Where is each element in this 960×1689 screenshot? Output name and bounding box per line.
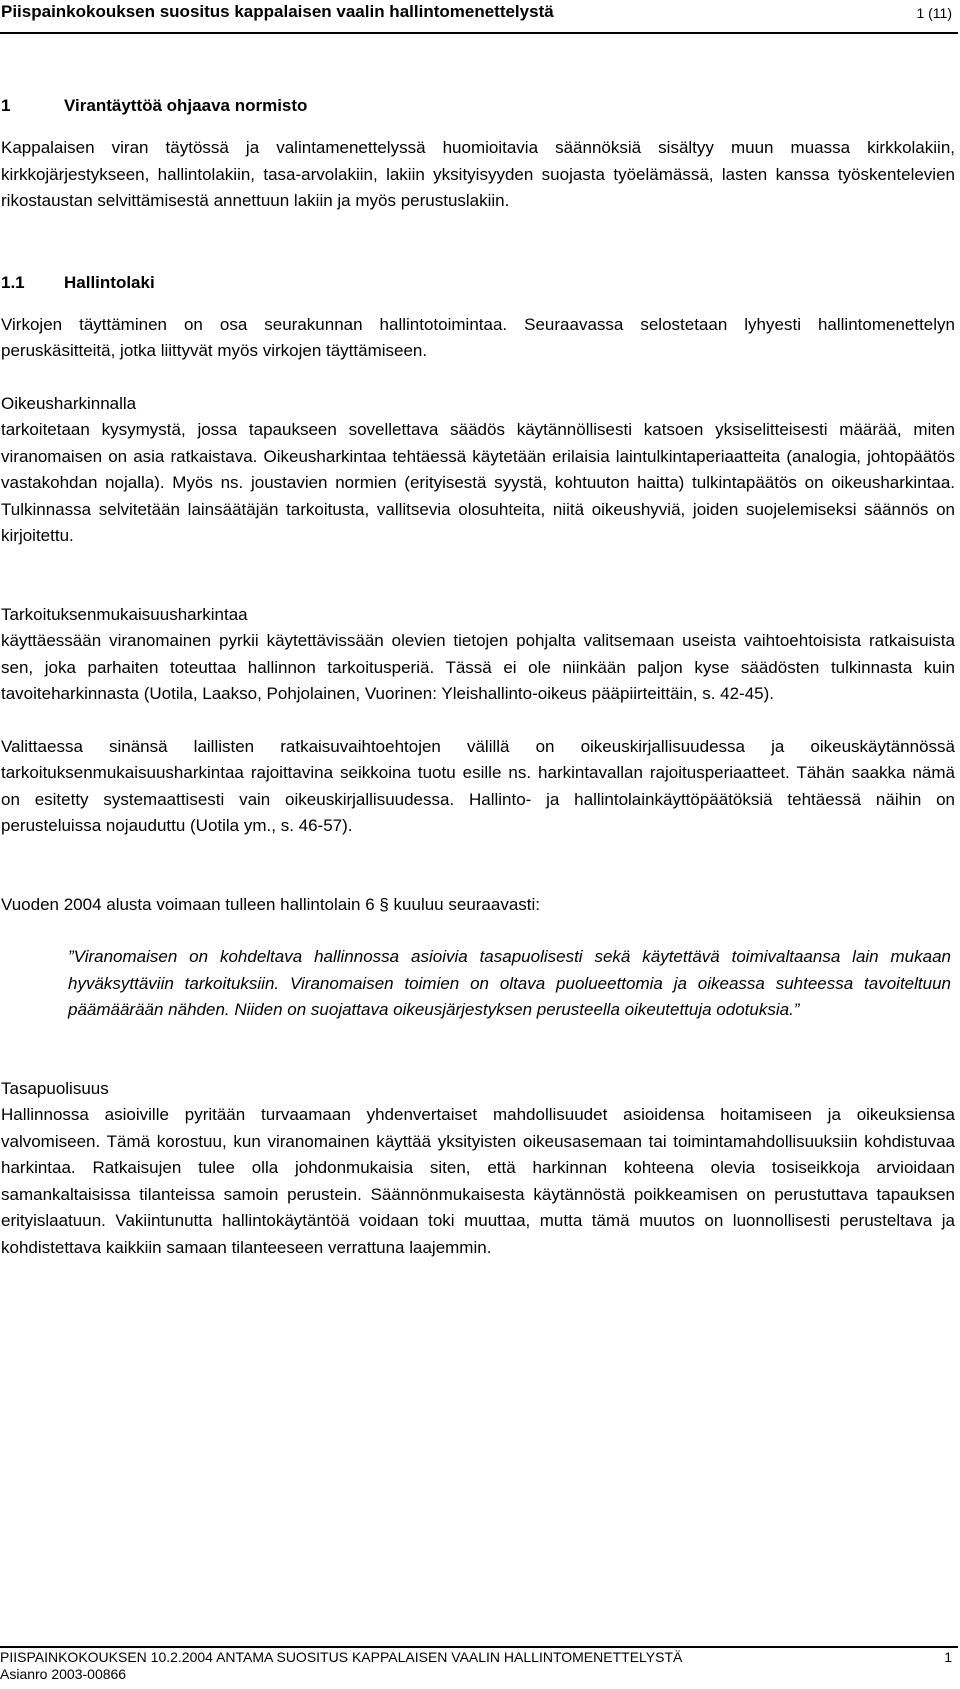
section-1-1-number: 1.1	[1, 272, 25, 292]
hallintolaki-6-intro: Vuoden 2004 alusta voimaan tulleen hallintolain 6 § kuuluu seuraavasti:	[1, 894, 541, 914]
tarkoituksenmukaisuus-paragraph-1: käyttäessään viranomainen pyrkii käytettävissään olevien tietojen pohjalta valitsemaan useista vaihtoehtoisista ratkaisuista sen, joka parhaiten toteuttaa hallinnon tarkoitusperiä. Tässä ei ole niinkään paljon kyse säädösten tulkinnasta kuin tavoiteharkinnasta (Uotila, Laakso, Pohjolainen, Vuorinen: Yleishallinto-oikeus pääpiirteittäin, s. 42-45).	[1, 631, 955, 703]
section-1-1-heading	[1, 269, 955, 297]
page-footer	[0, 1646, 958, 1683]
footer-line-1	[0, 1648, 958, 1666]
oikeusharkinta-paragraph: tarkoitetaan kysymystä, jossa tapaukseen sovellettava säädös käytännöllisesti katsoen yksiselitteisesti määrää, miten viranomaisen on asia ratkaistava. Oikeusharkintaa tehtäessä käytetään erilaisia laintulkintaperiaatteita (analogia, johtopäätös vastakohdan nojalla). Myös ns. joustavien normien (erityisestä syystä, kohtuuton haitta) tulkintapäätös on oikeusharkintaa. Tulkinnassa selvitetään lainsäätäjän tarkoitusta, vallitsevia olosuhteita, niitä oikeushyviä, joiden suojelemiseksi säännös on kirjoitettu.	[1, 420, 955, 545]
footer-document-title: PIISPAINKOKOUKSEN 10.2.2004 ANTAMA SUOSITUS KAPPALAISEN VAALIN HALLINTOMENETTELYSTÄ	[0, 1649, 683, 1665]
section-1-1-paragraph: Virkojen täyttäminen on osa seurakunnan hallintotoimintaa. Seuraavassa selostetaan lyhyesti hallintomenettelyn peruskäsitteitä, jotka liittyvät myös virkojen täyttämiseen.	[1, 314, 955, 360]
header-title: Piispainkokouksen suositus kappalaisen vaalin hallintomenettelystä	[1, 2, 554, 21]
tasapuolisuus-paragraph: Hallinnossa asioiville pyritään turvaamaan yhdenvertaiset mahdollisuudet asioidensa hoitamiseen ja oikeuksiensa valvomiseen. Tämä korostuu, kun viranomainen käyttää yksityisten oikeusasemaan tai toimintamahdollisuuksiin kohdistuvaa harkintaa. Ratkaisujen tulee olla johdonmukaisia siten, että harkinnan kohteena olevia tosiseikkoja arvioidaan samankaltaisissa tilanteissa samoin perustein. Säännönmukaisesta käytännöstä poikkeamisen on perustuttava tapauksen erityislaatuun. Vakiintunutta hallintokäytäntöä voidaan toki muuttaa, mutta tämä muutos on luonnollisesti perusteltava ja kohdistettava kaikkiin samaan tilanteeseen verrattuna laajemmin.	[1, 1105, 955, 1257]
document-body	[1, 92, 955, 1261]
section-1-heading	[1, 92, 955, 120]
tasapuolisuus-heading: Tasapuolisuus	[1, 1078, 109, 1098]
section-1-title: Virantäyttöä ohjaava normisto	[64, 96, 308, 115]
footer-case-number: Asianro 2003-00866	[0, 1666, 127, 1682]
section-1-number: 1	[1, 96, 11, 115]
hallintolaki-6-quote: ”Viranomaisen on kohdeltava hallinnossa asioivia tasapuolisesti sekä käytettävä toimivaltaansa lain mukaan hyväksyttäviin tarkoituksiin. Viranomaisen toimien on oltava puolueettomia ja oikeassa suhteessa tavoiteltuun päämäärään nähden. Niiden on suojattava oikeusjärjestyksen perusteella oikeutettuja odotuksia.”	[68, 947, 951, 1019]
section-1-1-title: Hallintolaki	[64, 272, 155, 292]
oikeusharkinta-heading: Oikeusharkinnalla	[1, 393, 137, 413]
header-page-number: 1 (11)	[916, 5, 952, 21]
section-1-paragraph: Kappalaisen viran täytössä ja valintamenettelyssä huomioitavia säännöksiä sisältyy muun muassa kirkkolakiin, kirkkojärjestykseen, hallintolakiin, tasa-arvolakiin, lakiin yksityisyyden suojasta työelämässä, lasten kanssa työskentelevien rikostaustan selvittämisestä annettuun lakiin ja myös perustuslakiin.	[1, 138, 955, 210]
footer-page-number: 1	[944, 1649, 952, 1665]
tarkoituksenmukaisuus-heading: Tarkoituksenmukaisuusharkintaa	[1, 604, 248, 624]
page-header	[0, 0, 958, 34]
tarkoituksenmukaisuus-paragraph-2: Valittaessa sinänsä laillisten ratkaisuvaihtoehtojen välillä on oikeuskirjallisuudessa ja oikeuskäytännössä tarkoituksenmukaisuusharkintaa rajoittavina seikkoina tuotu esille ns. harkintavallan rajoitusperiaatteet. Tähän saakka nämä on esitetty systemaattisesti vain oikeuskirjallisuudessa. Hallinto- ja hallintolainkäyttöpäätöksiä tehtäessä näihin on perusteluissa nojauduttu (Uotila ym., s. 46-57).	[1, 736, 955, 835]
